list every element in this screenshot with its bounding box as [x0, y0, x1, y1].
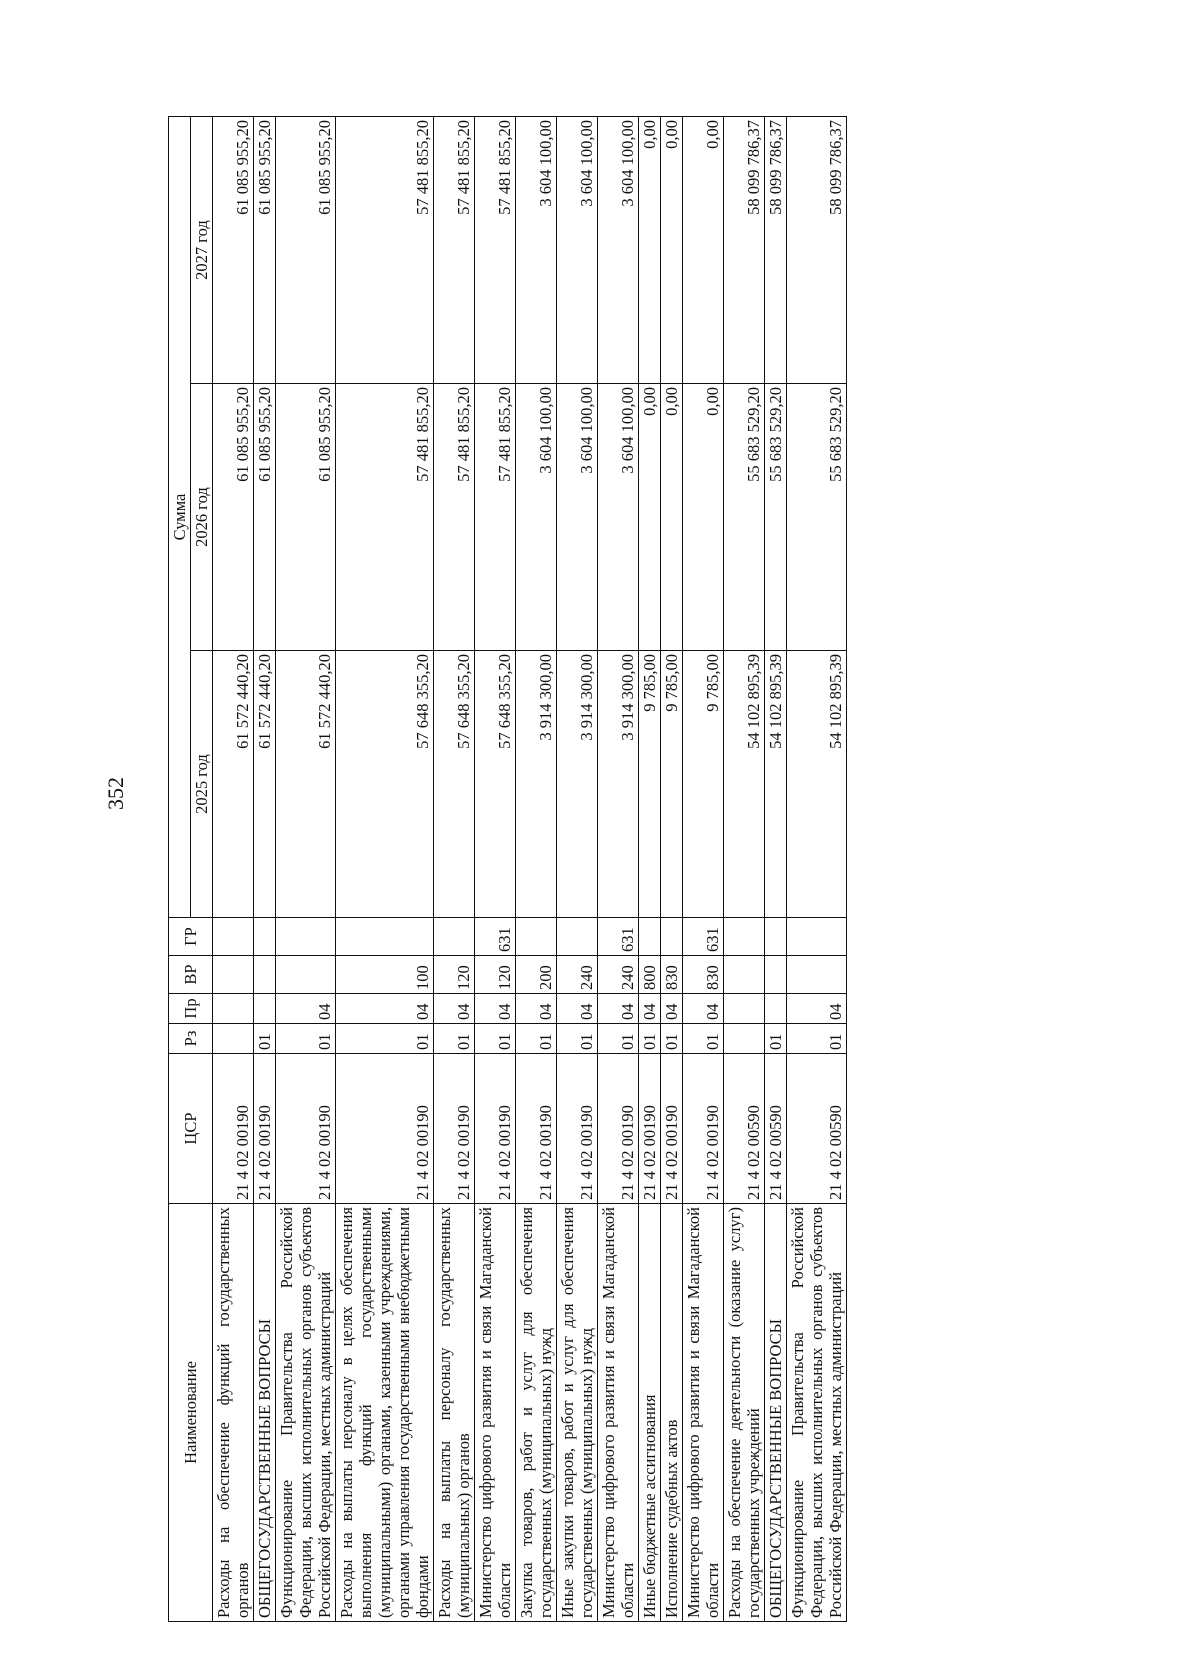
cell-gr	[336, 918, 434, 956]
table-row	[213, 116, 254, 1621]
header-rz: Рз	[169, 1024, 213, 1054]
cell-name: Закупка товаров, работ и услуг для обеспечения государственных (муниципальных) нужд	[516, 1204, 557, 1622]
header-year-2026: 2026 год	[191, 384, 213, 651]
cell-pr	[724, 994, 765, 1024]
cell-amount-2027: 58 099 786,37	[724, 116, 765, 383]
cell-vr: 800	[639, 956, 661, 994]
cell-amount-2027: 0,00	[683, 116, 724, 383]
cell-amount-2025: 57 648 355,20	[336, 651, 434, 918]
cell-rz: 01	[557, 1024, 598, 1054]
cell-pr: 04	[683, 994, 724, 1024]
table-row	[787, 116, 847, 1621]
cell-amount-2027: 3 604 100,00	[598, 116, 639, 383]
cell-rz: 01	[598, 1024, 639, 1054]
cell-vr	[254, 956, 276, 994]
cell-rz: 01	[765, 1024, 787, 1054]
cell-pr: 04	[276, 994, 336, 1024]
header-name: Наименование	[169, 1204, 213, 1622]
cell-amount-2026: 61 085 955,20	[254, 384, 276, 651]
cell-amount-2027: 57 481 855,20	[475, 116, 516, 383]
cell-amount-2025: 61 572 440,20	[276, 651, 336, 918]
cell-gr	[787, 918, 847, 956]
cell-gr	[213, 918, 254, 956]
header-year-2025: 2025 год	[191, 651, 213, 918]
header-csr: ЦСР	[169, 1054, 213, 1204]
cell-amount-2027: 58 099 786,37	[787, 116, 847, 383]
cell-rz: 01	[475, 1024, 516, 1054]
cell-csr: 21 4 02 00190	[639, 1054, 661, 1204]
cell-vr	[787, 956, 847, 994]
cell-amount-2026: 0,00	[661, 384, 683, 651]
cell-rz: 01	[276, 1024, 336, 1054]
cell-amount-2025: 57 648 355,20	[475, 651, 516, 918]
cell-amount-2026: 55 683 529,20	[787, 384, 847, 651]
page-number: 352	[103, 777, 128, 810]
cell-amount-2025: 57 648 355,20	[434, 651, 475, 918]
cell-vr: 120	[434, 956, 475, 994]
table-row	[516, 116, 557, 1621]
header-year-2027: 2027 год	[191, 116, 213, 383]
cell-rz: 01	[683, 1024, 724, 1054]
cell-name: Функционирование Правительства Российской Федерации, высших исполнительных органов субъектов Российской Федерации, местных администраций	[787, 1204, 847, 1622]
cell-gr	[639, 918, 661, 956]
cell-csr: 21 4 02 00190	[434, 1054, 475, 1204]
cell-pr: 04	[661, 994, 683, 1024]
cell-gr	[434, 918, 475, 956]
table-row	[276, 116, 336, 1621]
cell-amount-2027: 61 085 955,20	[276, 116, 336, 383]
cell-gr: 631	[475, 918, 516, 956]
cell-pr: 04	[434, 994, 475, 1024]
cell-rz: 01	[336, 1024, 434, 1054]
cell-amount-2026: 57 481 855,20	[434, 384, 475, 651]
cell-gr	[254, 918, 276, 956]
cell-rz: 01	[516, 1024, 557, 1054]
cell-csr: 21 4 02 00190	[254, 1054, 276, 1204]
budget-table-container	[168, 117, 1188, 1622]
cell-gr	[765, 918, 787, 956]
header-gr: ГР	[169, 918, 213, 956]
cell-name: Иные бюджетные ассигнования	[639, 1204, 661, 1622]
cell-amount-2026: 61 085 955,20	[213, 384, 254, 651]
cell-gr: 631	[598, 918, 639, 956]
cell-csr: 21 4 02 00190	[516, 1054, 557, 1204]
cell-vr	[765, 956, 787, 994]
cell-amount-2027: 0,00	[639, 116, 661, 383]
cell-csr: 21 4 02 00590	[787, 1054, 847, 1204]
cell-name: Исполнение судебных актов	[661, 1204, 683, 1622]
cell-name: ОБЩЕГОСУДАРСТВЕННЫЕ ВОПРОСЫ	[765, 1204, 787, 1622]
cell-amount-2026: 55 683 529,20	[724, 384, 765, 651]
cell-csr: 21 4 02 00190	[683, 1054, 724, 1204]
cell-vr	[724, 956, 765, 994]
cell-amount-2025: 9 785,00	[639, 651, 661, 918]
cell-gr	[661, 918, 683, 956]
cell-amount-2025: 9 785,00	[683, 651, 724, 918]
cell-vr	[213, 956, 254, 994]
cell-pr	[765, 994, 787, 1024]
cell-name: Расходы на выплаты персоналу государственных (муниципальных) органов	[434, 1204, 475, 1622]
cell-amount-2025: 61 572 440,20	[213, 651, 254, 918]
cell-rz: 01	[434, 1024, 475, 1054]
table-row	[661, 116, 683, 1621]
cell-amount-2025: 9 785,00	[661, 651, 683, 918]
cell-vr: 120	[475, 956, 516, 994]
cell-pr: 04	[475, 994, 516, 1024]
cell-gr: 631	[683, 918, 724, 956]
cell-amount-2025: 54 102 895,39	[765, 651, 787, 918]
cell-csr: 21 4 02 00190	[557, 1054, 598, 1204]
cell-amount-2027: 61 085 955,20	[213, 116, 254, 383]
cell-name: Функционирование Правительства Российской Федерации, высших исполнительных органов субъектов Российской Федерации, местных администраций	[276, 1204, 336, 1622]
table-row	[336, 116, 434, 1621]
cell-amount-2027: 3 604 100,00	[516, 116, 557, 383]
cell-csr: 21 4 02 00190	[598, 1054, 639, 1204]
cell-pr	[254, 994, 276, 1024]
cell-amount-2027: 57 481 855,20	[336, 116, 434, 383]
cell-amount-2025: 3 914 300,00	[598, 651, 639, 918]
cell-name: Расходы на обеспечение функций государственных органов	[213, 1204, 254, 1622]
cell-amount-2026: 3 604 100,00	[516, 384, 557, 651]
table-row	[639, 116, 661, 1621]
cell-name: Расходы на обеспечение деятельности (оказание услуг) государственных учреждений	[724, 1204, 765, 1622]
cell-csr: 21 4 02 00190	[336, 1054, 434, 1204]
cell-csr: 21 4 02 00190	[213, 1054, 254, 1204]
cell-amount-2026: 55 683 529,20	[765, 384, 787, 651]
cell-gr	[724, 918, 765, 956]
cell-gr	[276, 918, 336, 956]
cell-amount-2027: 57 481 855,20	[434, 116, 475, 383]
table-body	[213, 116, 847, 1621]
cell-vr: 830	[661, 956, 683, 994]
cell-amount-2026: 0,00	[639, 384, 661, 651]
cell-amount-2027: 61 085 955,20	[254, 116, 276, 383]
cell-pr: 04	[557, 994, 598, 1024]
cell-rz: 01	[787, 1024, 847, 1054]
cell-rz	[724, 1024, 765, 1054]
cell-amount-2026: 3 604 100,00	[557, 384, 598, 651]
cell-name: ОБЩЕГОСУДАРСТВЕННЫЕ ВОПРОСЫ	[254, 1204, 276, 1622]
cell-rz	[213, 1024, 254, 1054]
cell-gr	[516, 918, 557, 956]
cell-csr: 21 4 02 00590	[765, 1054, 787, 1204]
cell-amount-2026: 57 481 855,20	[336, 384, 434, 651]
header-vr: ВР	[169, 956, 213, 994]
cell-pr: 04	[336, 994, 434, 1024]
table-row	[683, 116, 724, 1621]
cell-amount-2027: 58 099 786,37	[765, 116, 787, 383]
cell-pr	[213, 994, 254, 1024]
cell-pr: 04	[598, 994, 639, 1024]
cell-amount-2026: 61 085 955,20	[276, 384, 336, 651]
cell-vr: 240	[557, 956, 598, 994]
header-sum: Сумма	[169, 116, 191, 917]
cell-amount-2026: 3 604 100,00	[598, 384, 639, 651]
cell-vr: 200	[516, 956, 557, 994]
table-row	[765, 116, 787, 1621]
cell-gr	[557, 918, 598, 956]
table-row	[598, 116, 639, 1621]
table-header	[169, 116, 213, 1621]
table-row	[724, 116, 765, 1621]
table-row	[557, 116, 598, 1621]
cell-vr: 100	[336, 956, 434, 994]
cell-vr: 830	[683, 956, 724, 994]
cell-amount-2026: 57 481 855,20	[475, 384, 516, 651]
cell-name: Расходы на выплаты персоналу в целях обеспечения выполнения функций государственными (муниципальными) органами, казенными учреждениями, органами управления государственными внебюджетными фондами	[336, 1204, 434, 1622]
cell-amount-2025: 3 914 300,00	[557, 651, 598, 918]
cell-name: Иные закупки товаров, работ и услуг для обеспечения государственных (муниципальных) нужд	[557, 1204, 598, 1622]
cell-rz: 01	[639, 1024, 661, 1054]
cell-pr: 04	[787, 994, 847, 1024]
cell-amount-2025: 54 102 895,39	[787, 651, 847, 918]
cell-vr	[276, 956, 336, 994]
cell-csr: 21 4 02 00190	[661, 1054, 683, 1204]
cell-amount-2025: 3 914 300,00	[516, 651, 557, 918]
cell-rz: 01	[661, 1024, 683, 1054]
cell-csr: 21 4 02 00590	[724, 1054, 765, 1204]
table-row	[254, 116, 276, 1621]
table-row	[434, 116, 475, 1621]
cell-csr: 21 4 02 00190	[276, 1054, 336, 1204]
cell-vr: 240	[598, 956, 639, 994]
cell-csr: 21 4 02 00190	[475, 1054, 516, 1204]
cell-amount-2025: 54 102 895,39	[724, 651, 765, 918]
table-row	[475, 116, 516, 1621]
cell-pr: 04	[639, 994, 661, 1024]
cell-amount-2025: 61 572 440,20	[254, 651, 276, 918]
cell-name: Министерство цифрового развития и связи Магаданской области	[598, 1204, 639, 1622]
cell-name: Министерство цифрового развития и связи Магаданской области	[683, 1204, 724, 1622]
cell-amount-2027: 3 604 100,00	[557, 116, 598, 383]
cell-pr: 04	[516, 994, 557, 1024]
cell-amount-2027: 0,00	[661, 116, 683, 383]
budget-table	[168, 116, 847, 1622]
cell-amount-2026: 0,00	[683, 384, 724, 651]
cell-name: Министерство цифрового развития и связи Магаданской области	[475, 1204, 516, 1622]
header-pr: Пр	[169, 994, 213, 1024]
cell-rz: 01	[254, 1024, 276, 1054]
